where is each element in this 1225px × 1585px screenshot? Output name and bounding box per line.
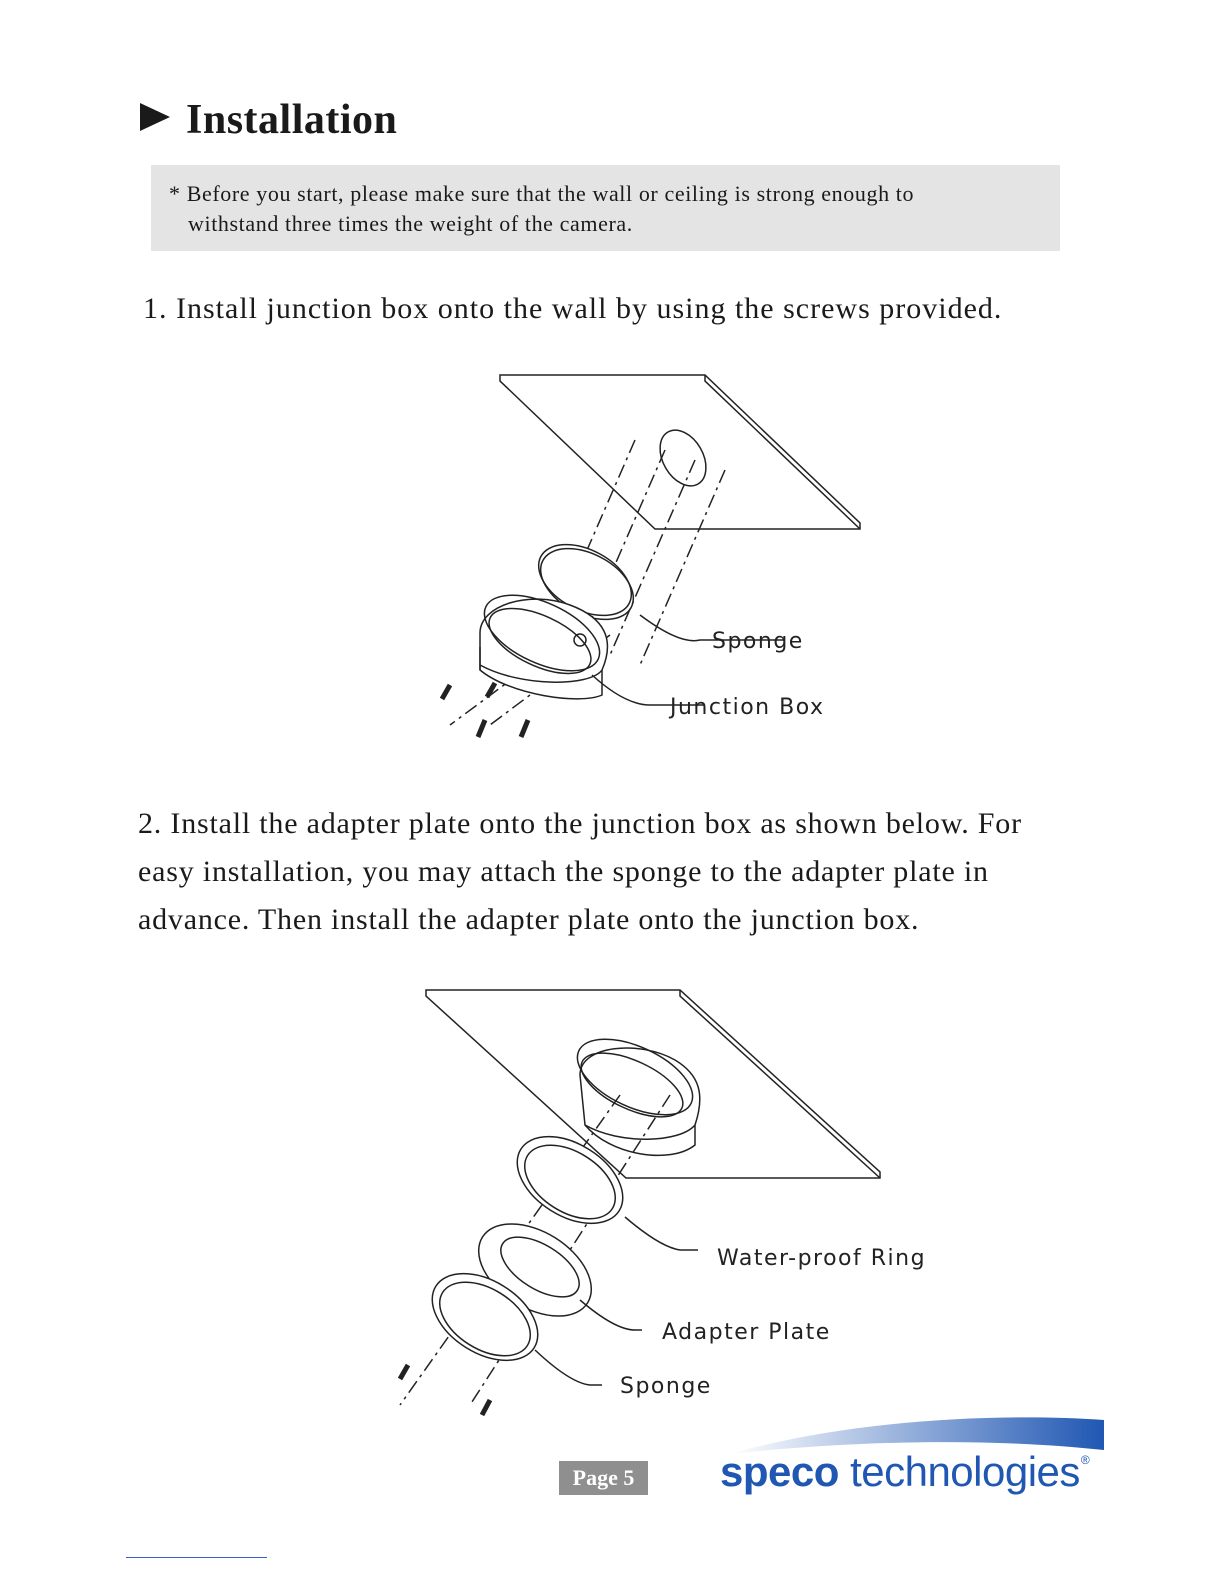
logo-rest: technologies <box>850 1448 1080 1495</box>
note-line-2: withstand three times the weight of the camera. <box>188 211 633 236</box>
label-junction-box: Junction Box <box>670 695 825 720</box>
registered-mark: ® <box>1080 1453 1090 1467</box>
junction-box-diagram <box>420 365 940 765</box>
page-number: Page 5 <box>559 1461 648 1495</box>
label-sponge: Sponge <box>712 629 804 654</box>
label-water-proof-ring: Water-proof Ring <box>717 1246 927 1271</box>
step-2-line-3: advance. Then install the adapter plate onto the junction box. <box>138 903 920 936</box>
precaution-note <box>151 165 1060 251</box>
note-line-1: * Before you start, please make sure that the wall or ceiling is strong enough to <box>169 181 915 206</box>
step-1-text: 1. Install junction box onto the wall by using the screws provided. <box>143 292 1003 325</box>
logo-bold: speco <box>720 1448 839 1495</box>
step-2-text <box>138 800 1022 944</box>
adapter-plate-diagram <box>380 985 940 1445</box>
section-heading <box>140 96 397 144</box>
label-sponge-2: Sponge <box>620 1374 712 1399</box>
step-2-line-2: easy installation, you may attach the sponge to the adapter plate in <box>138 855 989 888</box>
step-2-line-1: 2. Install the adapter plate onto the junction box as shown below. For <box>138 807 1022 840</box>
label-adapter-plate: Adapter Plate <box>662 1320 831 1345</box>
footer-rule <box>126 1557 267 1558</box>
heading-text: Installation <box>186 97 398 143</box>
triangle-bullet-icon <box>140 103 170 131</box>
speco-logo <box>720 1448 1089 1496</box>
